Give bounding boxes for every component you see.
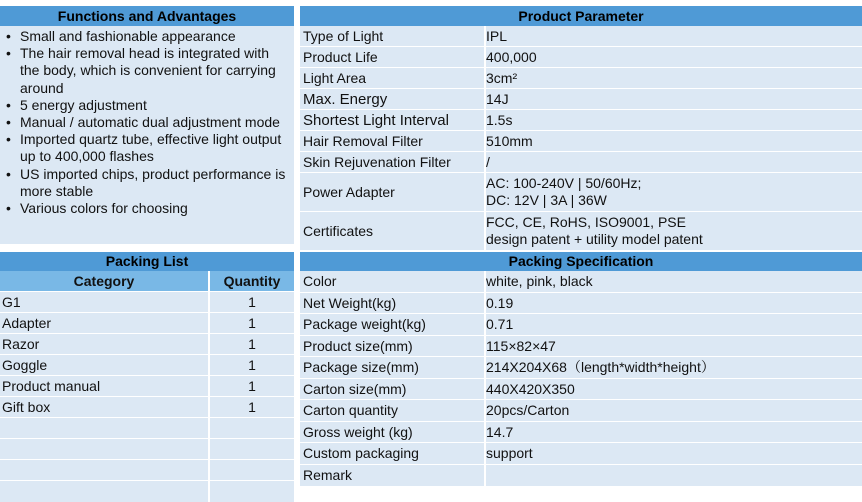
param-value: 1.5s	[486, 110, 862, 130]
table-row	[300, 212, 862, 250]
quantity-cell: 1	[210, 355, 294, 375]
table-header-row	[0, 271, 294, 292]
packing-list-title: Packing List	[0, 252, 294, 271]
table-row	[0, 334, 294, 355]
spec-value: 440X420X350	[486, 379, 862, 400]
table-row	[0, 313, 294, 334]
list-item: • Manual / automatic dual adjustment mode	[2, 114, 290, 131]
table-row	[0, 439, 294, 460]
param-value-line: AC: 100-240V | 50/60Hz;	[486, 175, 642, 191]
list-item: • 5 energy adjustment	[2, 97, 290, 114]
param-key: Skin Rejuvenation Filter	[300, 152, 486, 172]
param-value-line: design patent + utility model patent	[486, 231, 703, 247]
packing-specification-panel	[300, 252, 862, 492]
table-row	[300, 110, 862, 131]
spec-value: 14.7	[486, 422, 862, 443]
list-item: • Imported quartz tube, effective light output up to 400,000 flashes	[2, 131, 290, 165]
spec-value: 0.71	[486, 314, 862, 335]
category-cell: Goggle	[0, 355, 210, 375]
quantity-cell	[210, 439, 294, 459]
table-row	[300, 400, 862, 422]
spec-value: 214X204X68（length*width*height）	[486, 357, 862, 378]
spec-key: Color	[300, 271, 486, 292]
spec-value: 115×82×47	[486, 336, 862, 357]
category-cell: Adapter	[0, 313, 210, 333]
list-item: • US imported chips, product performance is more stable	[2, 166, 290, 200]
table-row	[0, 418, 294, 439]
param-key: Product Life	[300, 47, 486, 67]
packing-specification-title: Packing Specification	[300, 252, 862, 271]
list-item: • Small and fashionable appearance	[2, 28, 290, 45]
category-cell	[0, 418, 210, 438]
table-row	[300, 152, 862, 173]
functions-list	[2, 28, 290, 217]
param-key: Type of Light	[300, 26, 486, 46]
table-row	[300, 314, 862, 336]
param-key: Certificates	[300, 212, 486, 250]
param-value: 3cm²	[486, 68, 862, 88]
category-cell: G1	[0, 292, 210, 312]
table-row	[300, 131, 862, 152]
table-row	[300, 89, 862, 110]
column-header-category: Category	[0, 271, 210, 291]
param-value: /	[486, 152, 862, 172]
table-row	[0, 355, 294, 376]
list-item: • Various colors for choosing	[2, 200, 290, 217]
category-cell: Product manual	[0, 376, 210, 396]
table-row	[300, 271, 862, 293]
table-row	[300, 357, 862, 379]
spec-key: Custom packaging	[300, 443, 486, 464]
table-row	[300, 68, 862, 89]
quantity-cell	[210, 418, 294, 438]
column-header-quantity: Quantity	[210, 271, 294, 291]
spec-key: Package size(mm)	[300, 357, 486, 378]
spec-value: support	[486, 443, 862, 464]
table-row	[300, 379, 862, 401]
param-value-line: DC: 12V | 3A | 36W	[486, 192, 607, 208]
spec-value	[486, 465, 862, 487]
table-row	[300, 293, 862, 315]
category-cell: Razor	[0, 334, 210, 354]
param-value: 400,000	[486, 47, 862, 67]
param-key: Shortest Light Interval	[300, 110, 486, 130]
table-row	[300, 443, 862, 465]
table-row	[0, 460, 294, 481]
spec-key: Product size(mm)	[300, 336, 486, 357]
param-key: Light Area	[300, 68, 486, 88]
table-row	[300, 336, 862, 358]
quantity-cell	[210, 460, 294, 480]
param-value: IPL	[486, 26, 862, 46]
list-item: • The hair removal head is integrated with the body, which is convenient for carrying around	[2, 45, 290, 97]
table-row	[300, 422, 862, 444]
param-value	[486, 212, 862, 250]
spec-key: Net Weight(kg)	[300, 293, 486, 314]
param-key: Max. Energy	[300, 89, 486, 109]
table-row	[300, 47, 862, 68]
category-cell: Gift box	[0, 397, 210, 417]
spec-key: Remark	[300, 465, 486, 487]
spec-key: Carton quantity	[300, 400, 486, 421]
param-key: Hair Removal Filter	[300, 131, 486, 151]
functions-panel	[0, 6, 294, 244]
quantity-cell: 1	[210, 292, 294, 312]
table-row	[300, 26, 862, 47]
spec-value: 20pcs/Carton	[486, 400, 862, 421]
table-row	[300, 465, 862, 487]
quantity-cell: 1	[210, 376, 294, 396]
quantity-cell: 1	[210, 334, 294, 354]
product-parameter-panel	[300, 6, 862, 247]
category-cell	[0, 439, 210, 459]
table-row	[0, 376, 294, 397]
spec-value: white, pink, black	[486, 271, 862, 292]
quantity-cell: 1	[210, 313, 294, 333]
category-cell	[0, 460, 210, 480]
table-row	[0, 397, 294, 418]
packing-list-panel	[0, 252, 294, 492]
param-key: Power Adapter	[300, 173, 486, 211]
functions-body	[0, 26, 294, 244]
functions-title: Functions and Advantages	[0, 6, 294, 26]
table-row	[0, 292, 294, 313]
param-value-line: FCC, CE, RoHS, ISO9001, PSE	[486, 214, 686, 230]
spec-key: Carton size(mm)	[300, 379, 486, 400]
param-value: 14J	[486, 89, 862, 109]
spec-key: Package weight(kg)	[300, 314, 486, 335]
table-row	[300, 173, 862, 212]
product-parameter-title: Product Parameter	[300, 6, 862, 26]
spec-key: Gross weight (kg)	[300, 422, 486, 443]
quantity-cell: 1	[210, 397, 294, 417]
param-value	[486, 173, 862, 211]
spec-value: 0.19	[486, 293, 862, 314]
param-value: 510mm	[486, 131, 862, 151]
